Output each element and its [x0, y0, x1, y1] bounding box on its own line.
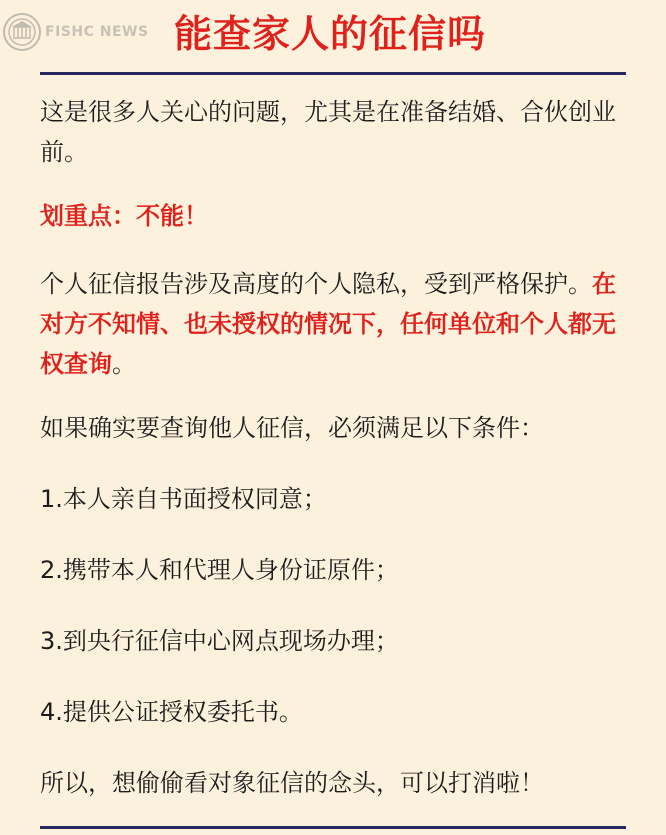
bottom-divider: [40, 826, 626, 829]
logo-text: FISHC NEWS: [45, 24, 149, 40]
fishc-news-logo: [2, 12, 149, 52]
header: [0, 0, 666, 80]
emblem-icon: [2, 12, 42, 52]
privacy-text: 个人征信报告涉及高度的个人隐私，受到严格保护。: [40, 270, 592, 298]
condition-item: 2.携带本人和代理人身份证原件；: [40, 556, 399, 584]
page-title: 能查家人的征信吗: [173, 12, 486, 56]
conditions-intro: 如果确实要查询他人征信，必须满足以下条件：: [40, 414, 544, 442]
condition-item: 1.本人亲自书面授权同意；: [40, 485, 327, 513]
intro-paragraph: 这是很多人关心的问题，尤其是在准备结婚、合伙创业前。: [40, 98, 616, 166]
privacy-emphasis: 在对方不知情、也未授权的情况下，任何单位和个人都无权查询: [40, 270, 616, 378]
conclusion-text: 所以，想偷偷看对象征信的念头，可以打消啦！: [40, 769, 544, 797]
condition-item: 4.提供公证授权委托书。: [40, 698, 303, 726]
highlight-text: 划重点：不能！: [40, 202, 208, 230]
article-body: [40, 92, 630, 803]
privacy-paragraph: [40, 264, 630, 384]
privacy-end: 。: [112, 350, 136, 378]
top-divider: [40, 72, 626, 75]
condition-item: 3.到央行征信中心网点现场办理；: [40, 627, 399, 655]
